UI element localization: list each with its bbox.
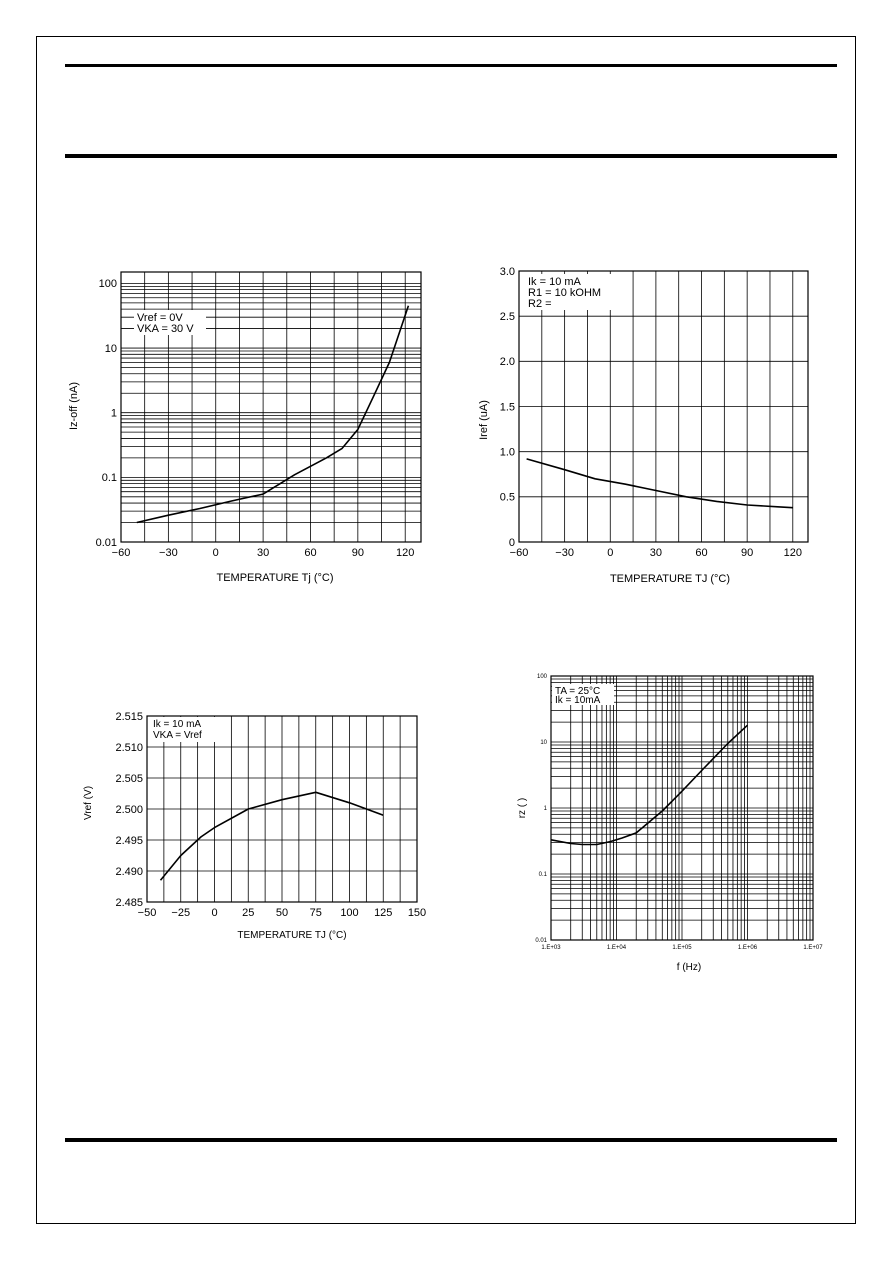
chart1-x-tick-label: 60 — [304, 547, 317, 559]
chart2-x-tick-label: 90 — [741, 547, 754, 559]
chart1-y-tick-label: 1 — [110, 407, 117, 420]
chart2-x-axis-label: TEMPERATURE TJ (°C) — [609, 573, 731, 585]
chart1-y-tick-label: 0.1 — [101, 472, 117, 485]
chart3-x-tick-label: 0 — [211, 907, 218, 919]
chart3-y-axis-label: Vref (V) — [83, 785, 94, 821]
chart2-x-tick-label: 30 — [649, 547, 663, 559]
chart4-y-tick-label: 100 — [536, 674, 547, 681]
chart4-y-tick-label: 10 — [540, 740, 547, 747]
chart1-y-axis-label: Iz-off (nA) — [68, 381, 80, 431]
chart4-x-tick-label: 1.E+04 — [606, 945, 627, 951]
chart3-x-tick-label: 150 — [407, 907, 427, 919]
chart3-y-tick-label: 2.515 — [115, 710, 143, 723]
chart1-x-axis-label: TEMPERATURE Tj (°C) — [216, 572, 334, 584]
chart2-x-tick-label: 120 — [783, 547, 802, 559]
chart1-annotation: Vref = 0V — [137, 312, 183, 324]
chart2-y-tick-label: 1.0 — [499, 446, 515, 459]
chart2-series-line — [527, 459, 793, 508]
chart3-grid — [147, 716, 417, 902]
chart3-y-tick-label: 2.495 — [115, 834, 143, 847]
chart1-x-tick-label: 30 — [256, 547, 270, 559]
chart1-annotation: VKA = 30 V — [137, 323, 194, 335]
chart4-series-line — [551, 725, 748, 844]
chart4-x-tick-label: 1.E+06 — [737, 945, 758, 951]
chart4-annotation: TA = 25°C — [555, 686, 601, 697]
chart2-grid — [519, 271, 808, 542]
chart3-x-axis-label: TEMPERATURE TJ (°C) — [237, 930, 347, 941]
chart2-y-tick-label: 2.0 — [499, 356, 515, 369]
chart3-y-tick-label: 2.510 — [115, 741, 143, 754]
chart4-y-tick-label: 1 — [543, 806, 547, 813]
chart1-x-tick-label: 120 — [396, 547, 415, 559]
chart3-x-tick-label: −50 — [137, 907, 157, 919]
chart3-annotation: Ik = 10 mA — [153, 719, 202, 730]
chart1-y-tick-label: 100 — [98, 278, 117, 291]
chart1-x-tick-label: 0 — [212, 547, 219, 559]
chart4-y-axis-label: rz ( ) — [517, 797, 528, 819]
chart2-annotation: R1 = 10 kOHM — [528, 287, 602, 299]
chart3-y-tick-label: 2.500 — [115, 803, 143, 816]
chart2-y-axis-label: Iref (uA) — [478, 400, 490, 440]
chart3-y-tick-label: 2.490 — [115, 865, 143, 878]
chart2-x-tick-label: 0 — [607, 547, 614, 559]
chart3-x-tick-label: 25 — [242, 907, 255, 919]
chart4-grid — [551, 676, 813, 940]
chart4-y-tick-label: 0.1 — [538, 872, 547, 879]
chart4-x-axis-label: f (Hz) — [676, 962, 702, 973]
chart3-x-tick-label: 50 — [275, 907, 289, 919]
chart3-y-tick-label: 2.505 — [115, 772, 143, 785]
chart2-y-tick-label: 0.5 — [499, 491, 515, 504]
chart2-x-tick-label: −30 — [555, 547, 574, 559]
chart1-series-line — [137, 306, 409, 523]
chart1-x-tick-label: −60 — [111, 547, 131, 559]
chart3-x-tick-label: 100 — [340, 907, 359, 919]
chart2-y-tick-label: 2.5 — [499, 311, 515, 324]
chart4-x-tick-label: 1.E+05 — [672, 945, 692, 951]
chart2-x-tick-label: −60 — [509, 547, 529, 559]
chart3-annotation: VKA = Vref — [153, 730, 202, 741]
chart2-y-tick-label: 1.5 — [499, 401, 515, 414]
chart1-y-tick-label: 0.01 — [95, 536, 117, 549]
chart2-y-tick-label: 0 — [508, 536, 515, 549]
chart1-y-tick-label: 10 — [104, 342, 117, 355]
chart3-x-tick-label: 75 — [309, 907, 322, 919]
chart2-x-tick-label: 60 — [695, 547, 708, 559]
chart2-annotation: R2 = — [528, 298, 552, 310]
chart3-x-tick-label: −25 — [171, 907, 191, 919]
chart2-y-tick-label: 3.0 — [499, 265, 515, 278]
chart3-y-tick-label: 2.485 — [115, 896, 143, 909]
chart4-y-tick-label: 0.01 — [535, 938, 547, 945]
chart4-annotation: Ik = 10mA — [555, 695, 601, 706]
chart4-x-tick-label: 1.E+07 — [803, 945, 823, 951]
chart3-x-tick-label: 125 — [374, 907, 393, 919]
chart4-x-tick-label: 1.E+03 — [541, 945, 561, 951]
chart1-x-tick-label: −30 — [159, 547, 178, 559]
chart1-x-tick-label: 90 — [351, 547, 364, 559]
chart2-annotation: Ik = 10 mA — [528, 276, 581, 288]
